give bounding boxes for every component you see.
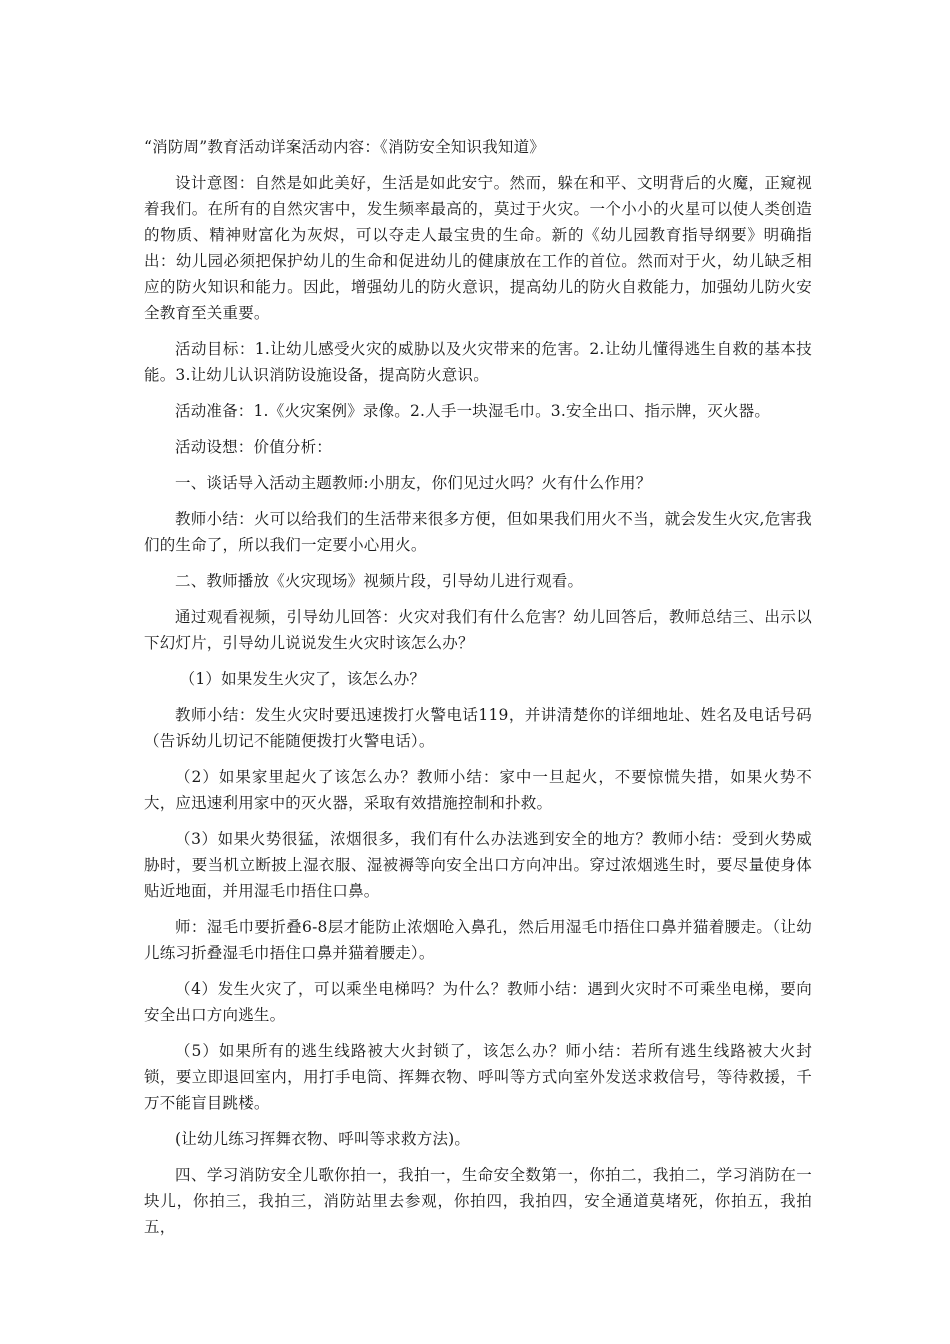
paragraph-question-2: （2）如果家里起火了该怎么办？教师小结：家中一旦起火，不要惊慌失措，如果火势不大，应迅速利用家中的灭火器，采取有效措施控制和扑救。 <box>144 768 812 812</box>
paragraph-video-discussion: 通过观看视频，引导幼儿回答：火灾对我们有什么危害？幼儿回答后，教师总结三、出示以下幻灯片，引导幼儿说说发生火灾时该怎么办？ <box>144 608 812 652</box>
paragraph-activity-goals: 活动目标：1.让幼儿感受火灾的威胁以及火灾带来的危害。2.让幼儿懂得逃生自救的基本技能。3.让幼儿认识消防设施设备，提高防火意识。 <box>144 340 812 384</box>
paragraph-question-3: （3）如果火势很猛，浓烟很多，我们有什么办法逃到安全的地方？教师小结：受到火势威胁时，要当机立断披上湿衣服、湿被褥等向安全出口方向冲出。穿过浓烟逃生时，要尽量使身体贴近地面，并用湿毛巾捂住口鼻。 <box>144 830 812 900</box>
paragraph-wet-towel: 师：湿毛巾要折叠6-8层才能防止浓烟呛入鼻孔，然后用湿毛巾捂住口鼻并猫着腰走。（让幼儿练习折叠湿毛巾捂住口鼻并猫着腰走）。 <box>144 918 812 962</box>
document-body <box>144 134 812 1250</box>
paragraph-question-5: （5）如果所有的逃生线路被大火封锁了，该怎么办？师小结：若所有逃生线路被大火封锁，要立即退回室内，用打手电筒、挥舞衣物、呼叫等方式向室外发送求救信号，等待救援，千万不能盲目跳楼。 <box>144 1042 812 1112</box>
document-title: “消防周”教育活动详案活动内容：《消防安全知识我知道》 <box>144 138 545 156</box>
paragraph-practice-signals: (让幼儿练习挥舞衣物、呼叫等求救方法)。 <box>175 1130 471 1148</box>
paragraph-activity-preparation: 活动准备：1.《火灾案例》录像。2.人手一块湿毛巾。3.安全出口、指示牌，灭火器。 <box>175 402 771 420</box>
paragraph-section-one: 一、谈话导入活动主题教师:小朋友，你们见过火吗？火有什么作用？ <box>175 474 652 492</box>
paragraph-teacher-summary-2: 教师小结：发生火灾时要迅速拨打火警电话119，并讲清楚你的详细地址、姓名及电话号码（告诉幼儿切记不能随便拨打火警电话）。 <box>144 706 812 750</box>
paragraph-activity-concept: 活动设想：价值分析： <box>175 438 333 456</box>
paragraph-design-intent: 设计意图：自然是如此美好，生活是如此安宁。然而，躲在和平、文明背后的火魔，正窥视着我们。在所有的自然灾害中，发生频率最高的，莫过于火灾。一个小小的火星可以使人类创造的物质、精神财富化为灰烬，可以夺走人最宝贵的生命。新的《幼儿园教育指导纲要》明确指出：幼儿园必须把保护幼儿的生命和促进幼儿的健康放在工作的首位。然而对于火，幼儿缺乏相应的防火知识和能力。因此，增强幼儿的防火意识，提高幼儿的防火自救能力，加强幼儿防火安全教育至关重要。 <box>144 174 812 322</box>
paragraph-section-two: 二、教师播放《火灾现场》视频片段，引导幼儿进行观看。 <box>175 572 584 590</box>
paragraph-question-4: （4）发生火灾了，可以乘坐电梯吗？为什么？教师小结：遇到火灾时不可乘坐电梯，要向安全出口方向逃生。 <box>144 980 812 1024</box>
paragraph-teacher-summary-1: 教师小结：火可以给我们的生活带来很多方便，但如果我们用火不当，就会发生火灾,危害我们的生命了，所以我们一定要小心用火。 <box>144 510 812 554</box>
paragraph-question-1: （1）如果发生火灾了，该怎么办？ <box>179 670 426 688</box>
paragraph-section-four-rhyme: 四、学习消防安全儿歌你拍一，我拍一，生命安全数第一，你拍二，我拍二，学习消防在一块儿，你拍三，我拍三，消防站里去参观，你拍四，我拍四，安全通道莫堵死，你拍五，我拍五， <box>144 1166 812 1236</box>
